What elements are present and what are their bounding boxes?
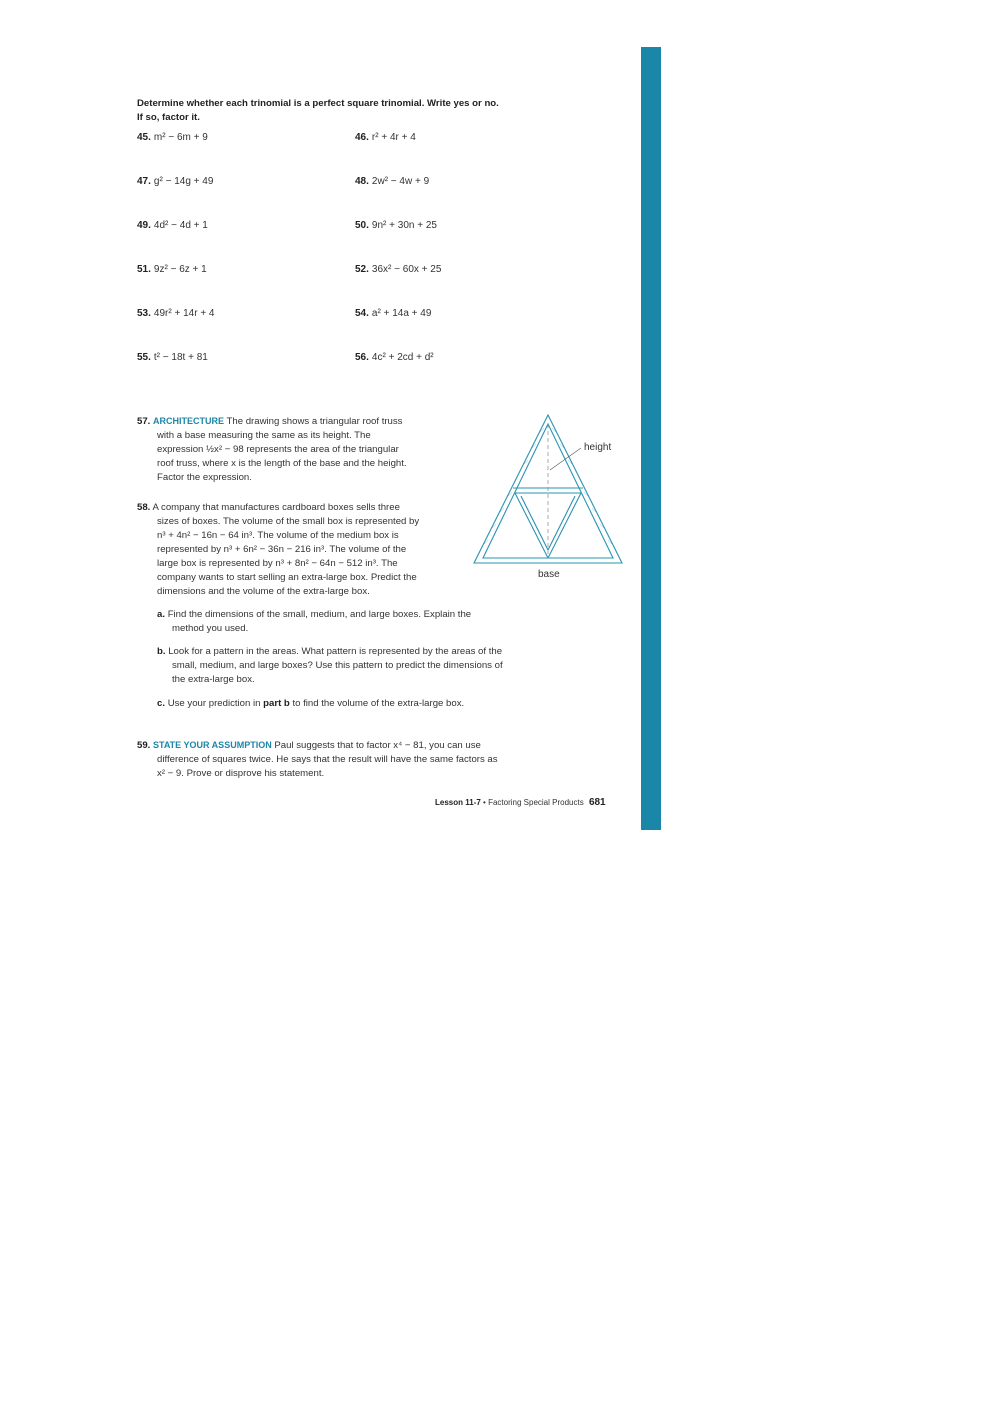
problem-58-line-1: 58. A company that manufactures cardboard boxes sells three (137, 502, 400, 513)
problem-57-line-5: Factor the expression. (157, 472, 252, 483)
problem-57 (137, 414, 467, 485)
problem-48: 48. 2w² − 4w + 9 (355, 176, 430, 187)
truss-strut-right-outer (548, 493, 581, 558)
height-leader-line (550, 448, 581, 470)
problem-59-line-3: x² − 9. Prove or disprove his statement. (157, 768, 325, 779)
footer-lesson: Lesson 11-7 (435, 798, 481, 807)
problem-53: 53. 49r² + 14r + 4 (137, 308, 215, 319)
problem-52: 52. 36x² − 60x + 25 (355, 264, 442, 275)
instructions (137, 97, 557, 125)
instructions-line-2: If so, factor it. (137, 112, 200, 123)
height-label: height (584, 442, 612, 453)
problem-58-part-c: c. Use your prediction in part b to find the volume of the extra-large box. (157, 698, 465, 709)
problem-45: 45. m² − 6m + 9 (137, 132, 208, 143)
problem-58-part-b: b. Look for a pattern in the areas. What pattern is represented by the areas of the small, medium, and large boxes? Use this pattern to predict the dimensions of the extra-large box. (157, 646, 503, 685)
problem-50: 50. 9n² + 30n + 25 (355, 220, 437, 231)
problem-57-line-4: roof truss, where x is the length of the base and the height. (157, 458, 407, 469)
problem-57-keyword: ARCHITECTURE (153, 416, 225, 426)
problem-58-line-4: represented by n³ + 6n² − 36n − 216 in³. The volume of the (157, 544, 407, 555)
problem-56: 56. 4c² + 2cd + d² (355, 352, 434, 363)
roof-truss-figure (470, 410, 630, 585)
problem-54: 54. a² + 14a + 49 (355, 308, 432, 319)
problem-55: 55. t² − 18t + 81 (137, 352, 208, 363)
problem-59 (137, 738, 577, 781)
problem-46: 46. r² + 4r + 4 (355, 132, 416, 143)
base-label: base (538, 569, 560, 580)
footer-bullet: • (483, 798, 486, 807)
problem-58-part-a: a. Find the dimensions of the small, medium, and large boxes. Explain the method you used. (157, 609, 472, 634)
truss-strut-left-inner (521, 496, 548, 550)
problem-57-line-2: with a base measuring the same as its height. The (157, 430, 371, 441)
problem-59-line-1: 59. STATE YOUR ASSUMPTION Paul suggests that to factor x⁴ − 81, you can use (137, 740, 481, 751)
problem-58-line-3: n³ + 4n² − 16n − 64 in³. The volume of the medium box is (157, 530, 399, 541)
footer-title: Factoring Special Products (488, 798, 584, 807)
problem-49: 49. 4d² − 4d + 1 (137, 220, 208, 231)
problem-58 (137, 501, 467, 599)
instructions-line-1: Determine whether each trinomial is a perfect square trinomial. Write yes or no. (137, 98, 499, 109)
problem-57-line-3: expression ½x² − 98 represents the area of the triangular (157, 444, 399, 455)
page-edge-bar (641, 47, 661, 830)
truss-strut-left-outer (515, 493, 548, 558)
problem-59-line-2: difference of squares twice. He says that the result will have the same factors as (157, 754, 498, 765)
problem-58-line-7: dimensions and the volume of the extra-large box. (157, 586, 370, 597)
problem-58-line-2: sizes of boxes. The volume of the small box is represented by (157, 516, 420, 527)
problem-51: 51. 9z² − 6z + 1 (137, 264, 207, 275)
problem-58-line-6: company wants to start selling an extra-large box. Predict the (157, 572, 417, 583)
page-number: 681 (588, 797, 606, 808)
problem-57-line-1: 57. ARCHITECTURE The drawing shows a triangular roof truss (137, 416, 403, 427)
problem-47: 47. g² − 14g + 49 (137, 176, 214, 187)
problem-58-line-5: large box is represented by n³ + 8n² − 64n − 512 in³. The (157, 558, 398, 569)
truss-strut-right-inner (548, 496, 575, 550)
problem-59-keyword: STATE YOUR ASSUMPTION (153, 740, 272, 750)
page-footer (435, 797, 606, 808)
